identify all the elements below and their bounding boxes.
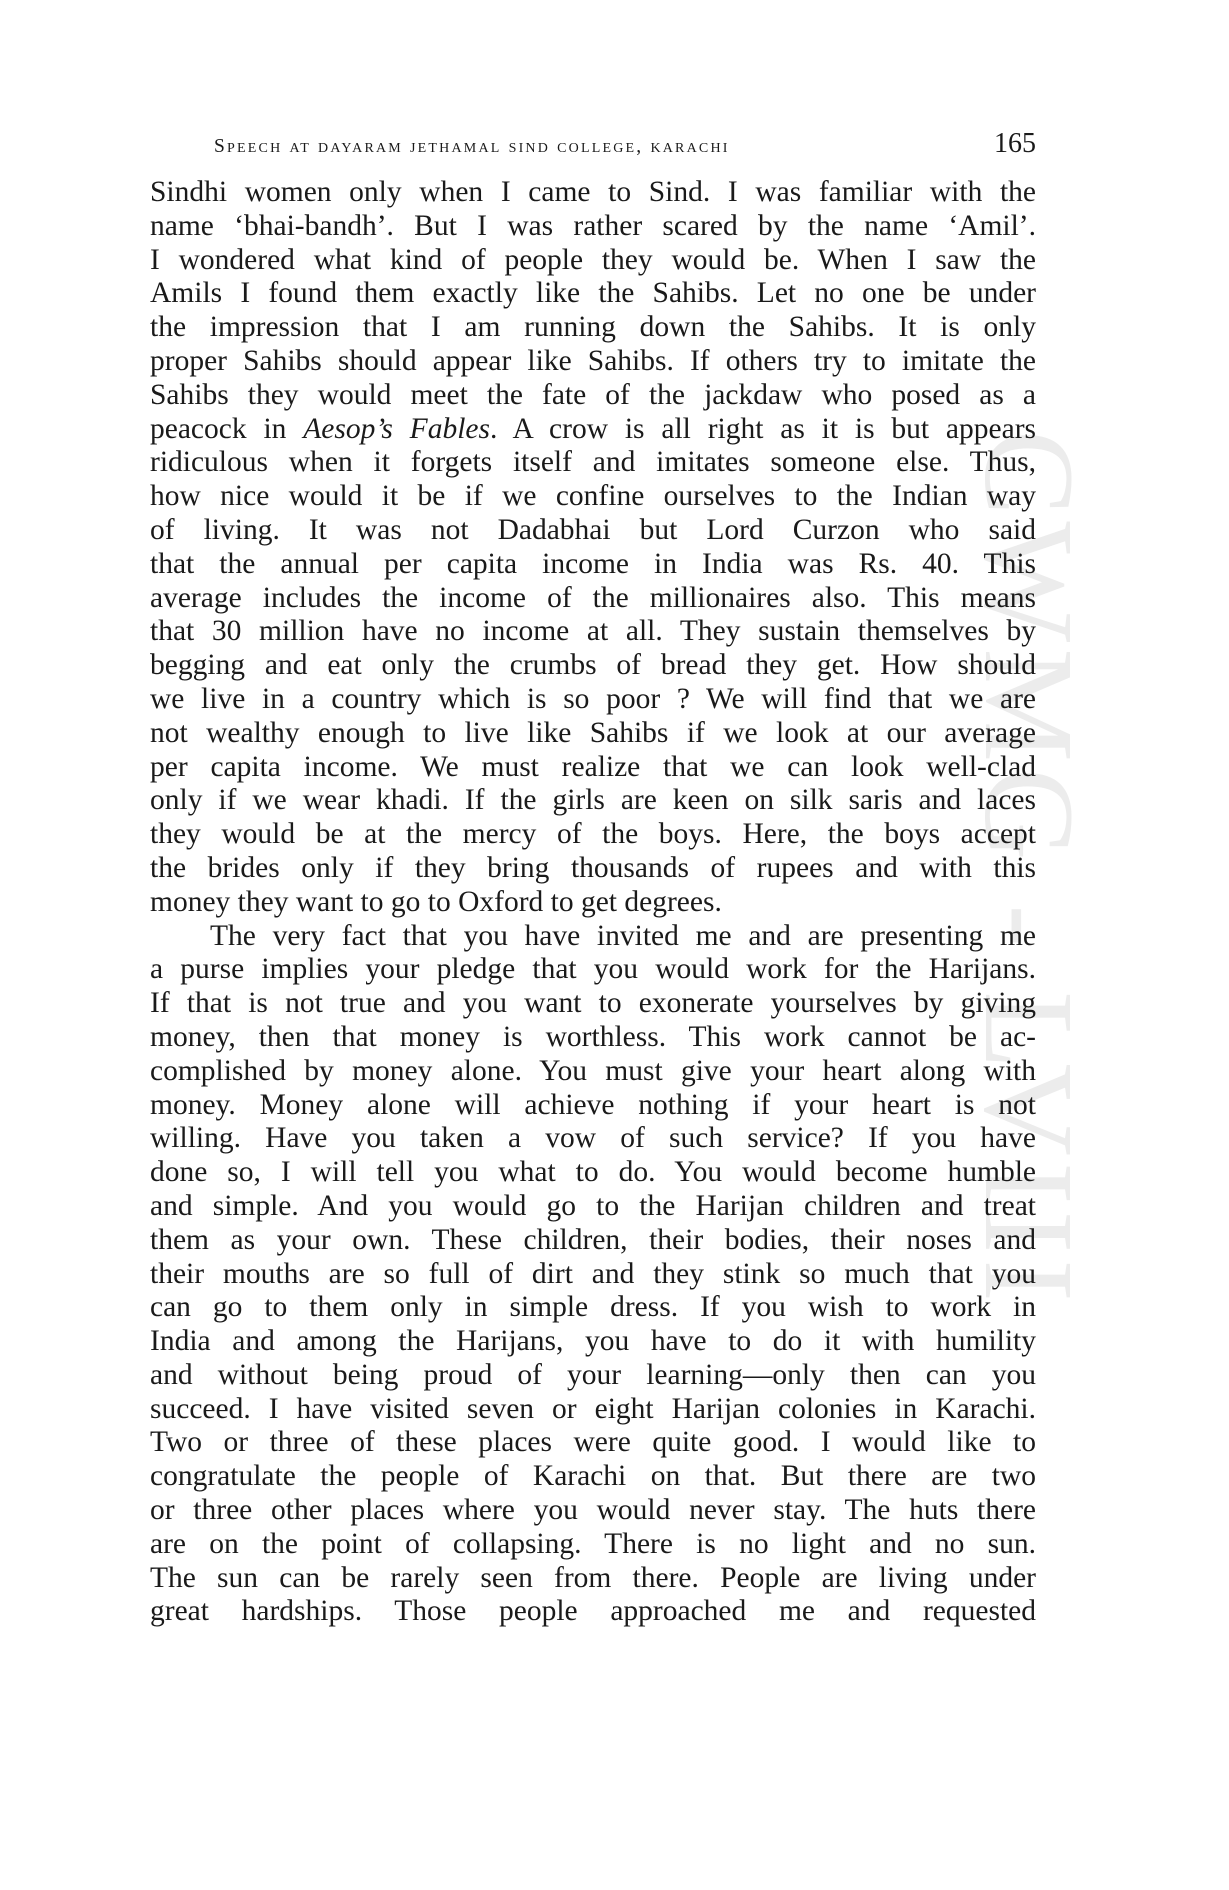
text-line: name ‘bhai-bandh’. But I was rather scared by the name ‘Amil’. [150, 209, 1036, 242]
text-line: can go to them only in simple dress. If you wish to work in [150, 1291, 1036, 1324]
text-line: not wealthy enough to live like Sahibs if we look at our average [150, 716, 1036, 749]
text-line: money. Money alone will achieve nothing if your heart is not [150, 1088, 1036, 1121]
text-line: that the annual per capita income in India was Rs. 40. This [150, 547, 1036, 580]
text-line: and simple. And you would go to the Harijan children and treat [150, 1189, 1036, 1222]
watermark-text: CWMG - LVIII [958, 430, 1100, 1308]
text-line: The sun can be rarely seen from there. People are living under [150, 1561, 1036, 1594]
text-line: the brides only if they bring thousands of rupees and with this [150, 851, 1036, 884]
text-line: willing. Have you taken a vow of such service? If you have [150, 1122, 1036, 1155]
text-line: If that is not true and you want to exonerate yourselves by giving [150, 987, 1036, 1020]
text-line: Sindhi women only when I came to Sind. I was familiar with the [150, 176, 1036, 208]
text-line: ridiculous when it forgets itself and imitates someone else. Thus, [150, 446, 1036, 479]
body-text [150, 176, 1036, 1629]
book-title-italic: Aesop’s Fables [303, 412, 490, 445]
running-head [214, 128, 1036, 168]
text-line: we live in a country which is so poor ? We will find that we are [150, 682, 1036, 715]
text-line: a purse implies your pledge that you would work for the Harijans. [150, 953, 1036, 986]
text-line: average includes the income of the millionaires also. This means [150, 581, 1036, 614]
text-line: begging and eat only the crumbs of bread they get. How should [150, 649, 1036, 682]
text-line: I wondered what kind of people they would be. When I saw the [150, 243, 1036, 276]
text-line: Two or three of these places were quite good. I would like to [150, 1426, 1036, 1459]
text-line: their mouths are so full of dirt and they stink so much that you [150, 1257, 1036, 1290]
text-line: the impression that I am running down the Sahibs. It is only [150, 311, 1036, 344]
text-line: only if we wear khadi. If the girls are keen on silk saris and laces [150, 784, 1036, 817]
text-line: money they want to go to Oxford to get degrees. [150, 885, 722, 918]
text-line: that 30 million have no income at all. They sustain themselves by [150, 615, 1036, 648]
text-line: India and among the Harijans, you have to do it with humility [150, 1325, 1036, 1358]
text-line: proper Sahibs should appear like Sahibs. If others try to imitate the [150, 344, 1036, 377]
text-line: done so, I will tell you what to do. You would become humble [150, 1156, 1036, 1189]
page-number: 165 [994, 128, 1036, 159]
text-line: or three other places where you would never stay. The huts there [150, 1494, 1036, 1527]
text-line: per capita income. We must realize that we can look well-clad [150, 750, 1036, 783]
text-line: and without being proud of your learning—only then can you [150, 1358, 1036, 1391]
text-line: The very fact that you have invited me and are presenting me [210, 919, 1036, 952]
text-line: are on the point of collapsing. There is no light and no sun. [150, 1527, 1036, 1560]
text-line: great hardships. Those people approached me and requested [150, 1595, 1036, 1628]
text-line: succeed. I have visited seven or eight Harijan colonies in Karachi. [150, 1392, 1036, 1425]
text-line: how nice would it be if we confine ourselves to the Indian way [150, 480, 1036, 513]
text-line: peacock in Aesop’s Fables. A crow is all right as it is but appears [150, 412, 1036, 445]
text-line: complished by money alone. You must give your heart along with [150, 1054, 1036, 1087]
text-line: them as your own. These children, their bodies, their noses and [150, 1223, 1036, 1256]
text-line: congratulate the people of Karachi on that. But there are two [150, 1460, 1036, 1493]
text-line: Sahibs they would meet the fate of the jackdaw who posed as a [150, 378, 1036, 411]
text-line: they would be at the mercy of the boys. Here, the boys accept [150, 818, 1036, 851]
text-line: of living. It was not Dadabhai but Lord Curzon who said [150, 513, 1036, 546]
book-page [150, 128, 1036, 1629]
paragraph [150, 920, 1036, 1630]
text-line: Amils I found them exactly like the Sahibs. Let no one be under [150, 277, 1036, 310]
running-title: Speech at dayaram jethamal sind college, karachi [214, 136, 730, 157]
paragraph [150, 176, 1036, 920]
text-line: money, then that money is worthless. This work cannot be ac- [150, 1020, 1036, 1053]
